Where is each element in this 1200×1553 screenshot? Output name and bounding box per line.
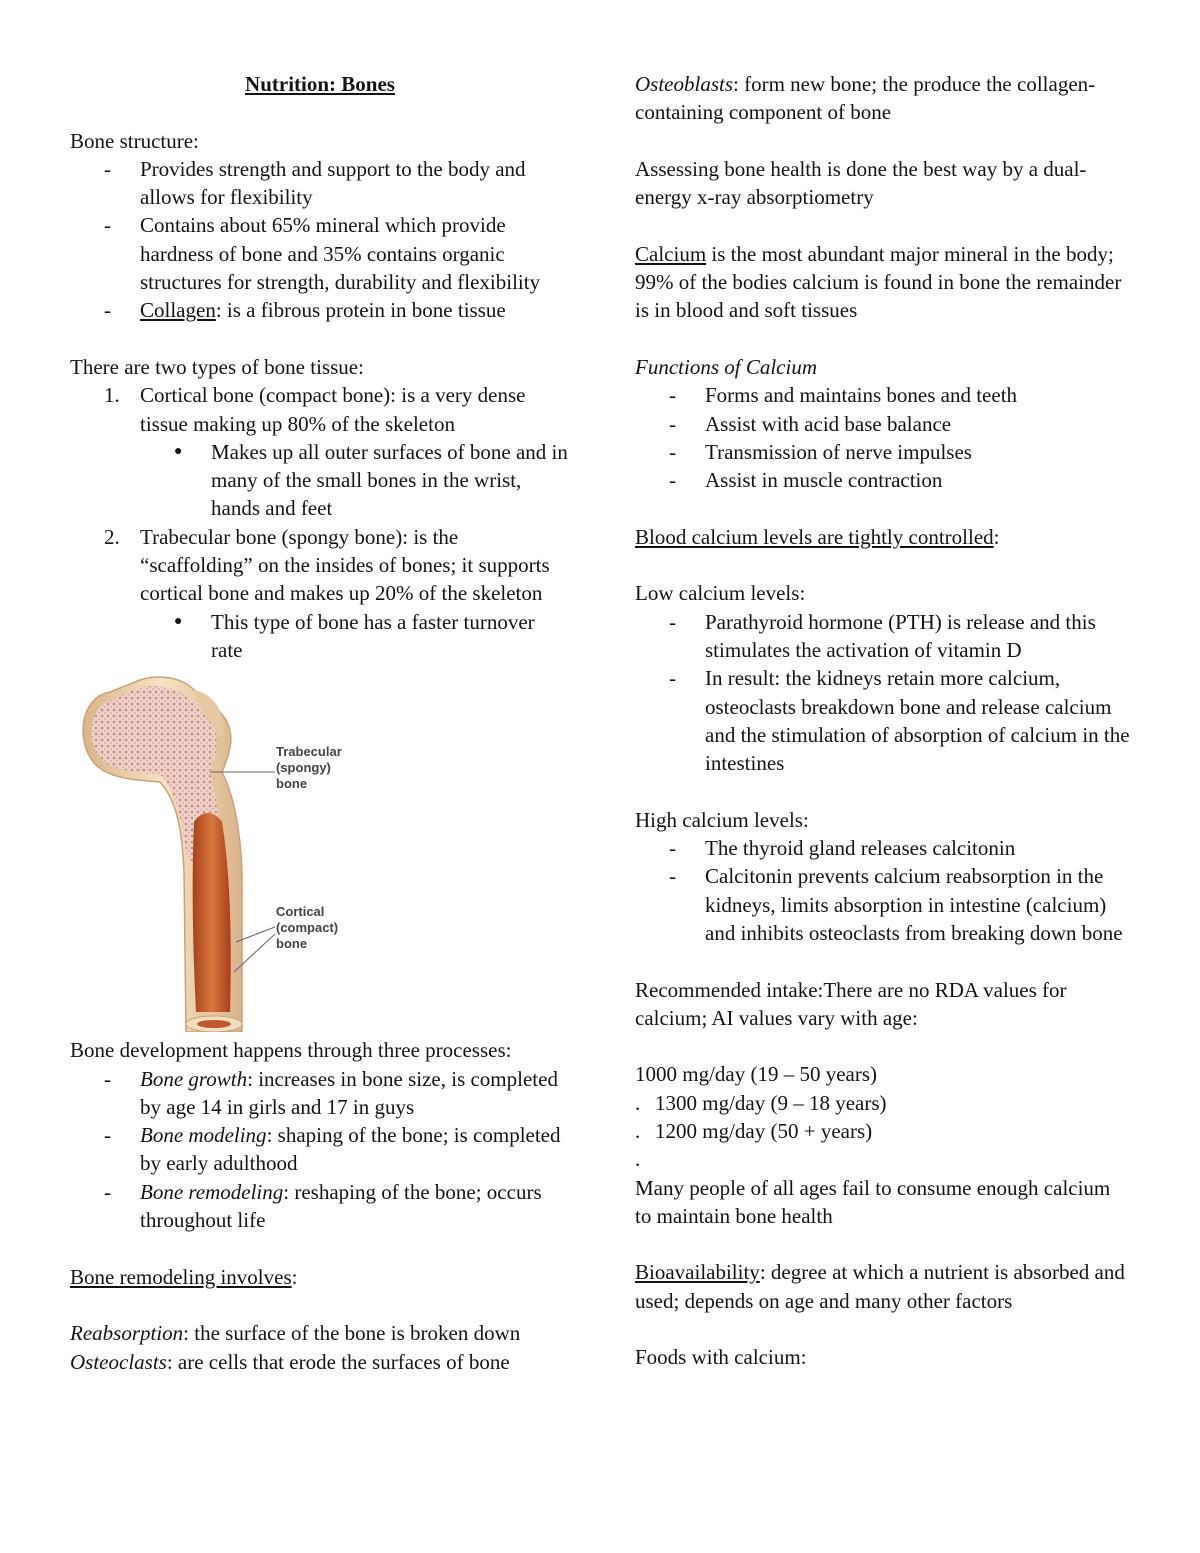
definition: : are cells that erode the surfaces of bone — [166, 1349, 510, 1374]
blood-heading-text: Blood calcium levels are tightly controlled — [635, 524, 994, 549]
list-item: - Transmission of nerve impulses — [635, 438, 1130, 466]
reabsorption-definition — [70, 1319, 570, 1347]
list-item — [70, 1065, 570, 1122]
definition: : shaping of the bone; is completed by early adulthood — [140, 1123, 561, 1176]
femur-illustration — [70, 672, 370, 1032]
term: Osteoblasts — [635, 72, 734, 96]
list-item: - Assist with acid base balance — [635, 410, 1130, 438]
term: Bone growth — [140, 1066, 248, 1091]
low-heading: Low calcium levels: — [635, 581, 806, 606]
intake-value: 1000 mg/day (19 – 50 years) — [635, 1062, 878, 1087]
low-list — [635, 608, 1130, 778]
intake-text: Recommended intake:There are no RDA values for calcium; AI values vary with age: — [635, 977, 1067, 1030]
label-line: Cortical — [276, 904, 325, 920]
term: Osteoclasts — [70, 1349, 167, 1374]
trabecular-label — [276, 744, 342, 792]
intake-marker-line: . — [635, 1147, 641, 1172]
label-line: bone — [276, 936, 308, 952]
page-title: Nutrition: Bones — [245, 72, 395, 96]
definition: : form new bone; the produce the collagen-containing component of bone — [635, 72, 1096, 125]
intake-value-text: 1300 mg/day (9 – 18 years) — [655, 1090, 887, 1115]
definition: : increases in bone size, is completed by age 14 in girls and 17 in guys — [140, 1066, 558, 1119]
tissue-list-2 — [70, 523, 570, 608]
collagen-term: Collagen — [140, 298, 216, 323]
trabecular-text: Trabecular bone (spongy bone): is the “scaffolding” on the insides of bones; it supports cortical bone and makes up 20% of the skeleton — [140, 524, 550, 606]
term: Bone remodeling — [140, 1179, 284, 1204]
bioavailability-definition — [635, 1258, 1130, 1315]
list-item: ● This type of bone has a faster turnover rate — [70, 608, 570, 665]
term: Bone modeling — [140, 1123, 267, 1148]
right-column — [635, 70, 1130, 1372]
trabecular-bullets — [70, 608, 570, 665]
functions-list — [635, 381, 1130, 494]
label-line: (spongy) — [276, 760, 331, 776]
blood-heading — [635, 523, 1130, 551]
cortical-bullets — [70, 438, 570, 523]
intake-value — [635, 1117, 1130, 1145]
osteoclasts-definition — [70, 1348, 570, 1376]
list-item — [70, 1178, 570, 1235]
definition: : degree at which a nutrient is absorbed and used; depends on age and many other factors — [635, 1260, 1125, 1313]
bone-structure-heading: Bone structure: — [70, 128, 199, 153]
label-line: bone — [276, 776, 308, 792]
list-item: - Provides strength and support to the body and allows for flexibility — [70, 155, 570, 212]
intake-marker: . — [635, 1090, 641, 1115]
bone-structure-list — [70, 155, 570, 325]
foods-text: Foods with calcium: — [635, 1345, 807, 1370]
list-item: - The thyroid gland releases calcitonin — [635, 834, 1130, 862]
list-number: 2. — [104, 524, 120, 549]
term: Calcium — [635, 241, 707, 266]
high-heading: High calcium levels: — [635, 807, 809, 832]
development-list — [70, 1065, 570, 1235]
list-item — [70, 523, 570, 608]
remodeling-heading-text: Bone remodeling involves — [70, 1264, 292, 1289]
high-list — [635, 834, 1130, 947]
colon: : — [993, 524, 1000, 549]
definition: is the most abundant major mineral in the body; 99% of the bodies calcium is found in bone the remainder is in blood and soft tissues — [635, 241, 1122, 323]
label-line: Trabecular — [276, 744, 342, 760]
intake-marker: . — [635, 1118, 641, 1143]
list-item: - Forms and maintains bones and teeth — [635, 381, 1130, 409]
left-column — [70, 70, 570, 1376]
list-number: 1. — [104, 383, 120, 408]
tissue-list — [70, 381, 570, 438]
femur-figure — [70, 672, 370, 1032]
label-line: (compact) — [276, 920, 339, 936]
osteoblasts-definition — [635, 70, 1130, 127]
definition: : reshaping of the bone; occurs throughout life — [140, 1179, 542, 1233]
list-item: - Assist in muscle contraction — [635, 466, 1130, 494]
term: Reabsorption — [70, 1321, 184, 1346]
list-item: ● Makes up all outer surfaces of bone and in many of the small bones in the wrist, hands and feet — [70, 438, 570, 523]
list-item: - Parathyroid hormone (PTH) is release and this stimulates the activation of vitamin D — [635, 608, 1130, 665]
tissue-heading: There are two types of bone tissue: — [70, 354, 364, 379]
intake-value-text: 1200 mg/day (50 + years) — [655, 1118, 873, 1143]
intake-value — [635, 1089, 1130, 1117]
cortical-label — [276, 904, 338, 952]
list-item: - In result: the kidneys retain more calcium, osteoclasts breakdown bone and release calcium and the stimulation of absorption of calcium in the intestines — [635, 664, 1130, 777]
colon: : — [291, 1264, 298, 1289]
assessing-text: Assessing bone health is done the best way by a dual-energy x-ray absorptiometry — [635, 156, 1087, 210]
calcium-definition — [635, 240, 1130, 325]
cortical-text: Cortical bone (compact bone): is a very dense tissue making up 80% of the skeleton — [140, 383, 526, 436]
fail-text: Many people of all ages fail to consume enough calcium to maintain bone health — [635, 1175, 1111, 1228]
collagen-text: : is a fibrous protein in bone tissue — [215, 298, 506, 323]
definition: : the surface of the bone is broken down — [183, 1321, 521, 1346]
list-item — [70, 1121, 570, 1178]
list-item: - Calcitonin prevents calcium reabsorption in the kidneys, limits absorption in intestine (calcium) and inhibits osteoclasts from breaking down bone — [635, 862, 1130, 947]
list-item: - Contains about 65% mineral which provide hardness of bone and 35% contains organic structures for strength, durability and flexibility — [70, 211, 570, 296]
remodeling-heading — [70, 1263, 570, 1291]
functions-heading: Functions of Calcium — [635, 354, 817, 379]
list-item — [70, 381, 570, 438]
list-item — [70, 296, 570, 324]
development-heading: Bone development happens through three processes: — [70, 1038, 512, 1063]
term: Bioavailability — [635, 1260, 760, 1285]
